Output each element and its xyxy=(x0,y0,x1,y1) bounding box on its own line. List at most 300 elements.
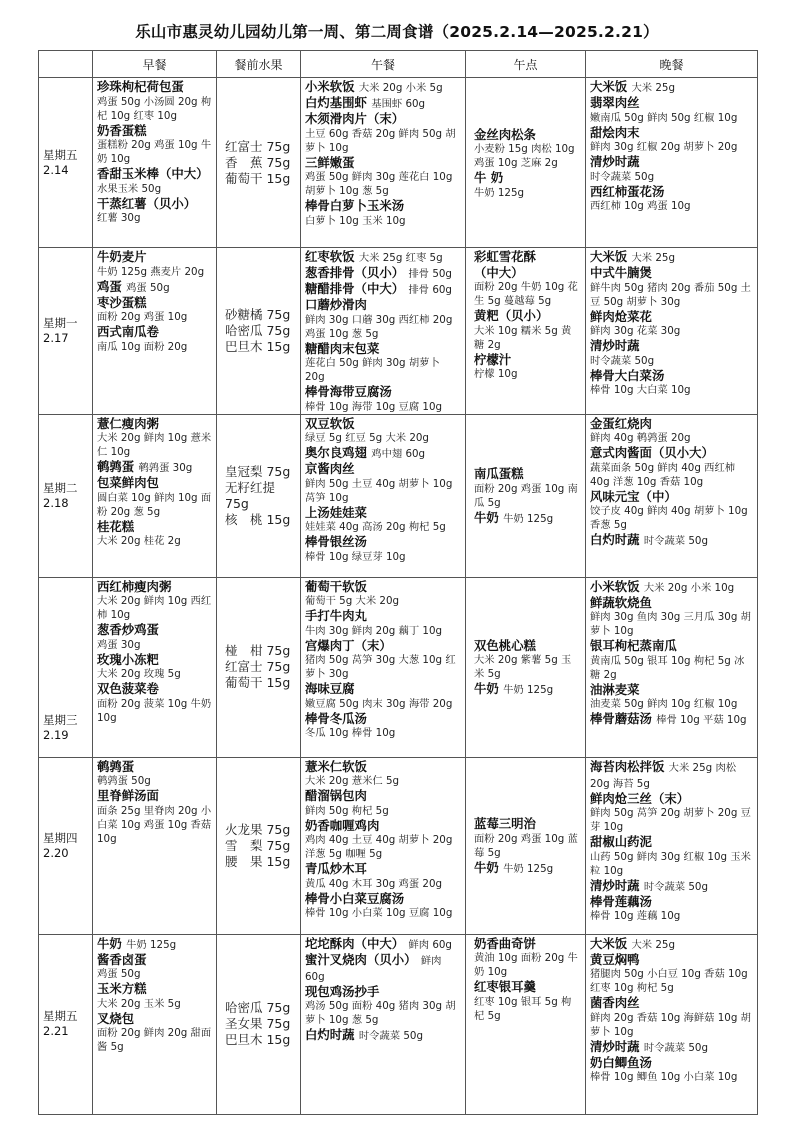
lunch-ingredients: 莲花白 50g 鲜肉 30g 胡萝卜 20g xyxy=(305,357,440,383)
dish-name: 京酱肉丝 xyxy=(305,461,355,476)
day-cell xyxy=(39,757,93,934)
dinner-dish xyxy=(590,878,753,894)
dish-name: 西式南瓜卷 xyxy=(97,324,159,339)
breakfast-ingredients: 圆白菜 10g 鲜肉 10g 面粉 20g 葱 5g xyxy=(97,491,212,518)
dish-name: 口蘑炒滑肉 xyxy=(305,297,367,312)
dinner-dish xyxy=(590,579,753,595)
snack-ingredients: 黄油 10g 面粉 20g 牛奶 10g xyxy=(474,952,578,978)
dish-name: 鹌鹑蛋 xyxy=(97,459,135,474)
dinner-dish xyxy=(590,791,753,807)
dish-name: 醋溜锅包肉 xyxy=(305,788,367,803)
dinner-ingredients: 时令蔬菜 50g xyxy=(590,170,655,183)
breakfast-ingredients: 面粉 20g 菠菜 10g 牛奶 10g xyxy=(97,697,212,724)
dish-name: 白灼基围虾 xyxy=(305,95,367,110)
fruit-item: 哈密瓜 75g xyxy=(225,1000,291,1015)
breakfast-dish xyxy=(97,123,212,139)
day-date: 2.18 xyxy=(43,495,69,510)
dinner-dish xyxy=(590,595,753,611)
dish-name: 鲜肉炝三丝（末） xyxy=(590,790,690,806)
dish-name: 鸡蛋 xyxy=(97,278,122,294)
fruit-item: 巴旦木 15g xyxy=(225,1032,291,1047)
lunch-list xyxy=(301,78,465,228)
dish-name: 小米软饭 xyxy=(305,79,355,94)
dish-name: 棒骨银丝汤 xyxy=(305,534,367,549)
snack-dish xyxy=(474,127,581,143)
dish-name: 糖醋肉末包菜 xyxy=(305,340,380,356)
dinner-dish xyxy=(590,1039,753,1055)
dinner-dish xyxy=(590,711,753,727)
snack-dish xyxy=(474,860,581,876)
dinner-dish xyxy=(590,368,753,384)
breakfast-dish xyxy=(97,622,212,638)
dish-name: 玉米方糕 xyxy=(97,981,147,996)
lunch-dish xyxy=(305,638,461,654)
dish-ingredients: 大米 25g xyxy=(631,82,676,94)
dish-name: 红枣银耳羹 xyxy=(474,979,536,994)
dish-name: 银耳枸杞蒸南瓜 xyxy=(590,638,677,653)
menu-row xyxy=(39,757,758,934)
breakfast-cell xyxy=(93,248,217,415)
breakfast-list xyxy=(93,935,216,1055)
dinner-cell xyxy=(586,934,758,1114)
dish-name: 珍珠枸杞荷包蛋 xyxy=(97,79,184,94)
dish-name: 三鲜嫩蛋 xyxy=(305,154,355,170)
breakfast-cell xyxy=(93,757,217,934)
snack-list xyxy=(466,815,585,876)
snack-ingredients: 牛奶 125g xyxy=(474,186,525,199)
lunch-cell xyxy=(301,757,466,934)
lunch-cell xyxy=(301,577,466,757)
snack-dish xyxy=(474,681,581,697)
snack-list xyxy=(466,126,585,200)
dish-name: 奶白鲫鱼汤 xyxy=(590,1054,652,1070)
dish-name: 奶香咖喱鸡肉 xyxy=(305,817,380,833)
dish-ingredients: 鲜肉 60g xyxy=(408,938,452,951)
lunch-dish xyxy=(305,891,461,907)
dish-name: 大米饭 xyxy=(590,935,628,951)
dinner-cell xyxy=(586,78,758,248)
breakfast-ingredients: 鸡蛋 30g xyxy=(97,638,141,651)
snack-dish xyxy=(474,638,581,654)
fruit-item: 红富士 75g xyxy=(225,659,291,674)
dinner-ingredients: 鲜牛肉 50g 猪肉 20g 番茄 50g 土豆 50g 胡萝卜 30g xyxy=(590,281,751,308)
dish-name: 西红柿瘦肉粥 xyxy=(97,578,172,594)
header-fruit: 餐前水果 xyxy=(217,51,301,78)
header-dinner: 晚餐 xyxy=(586,51,758,78)
dinner-dish xyxy=(590,1055,753,1071)
dish-ingredients: 时令蔬菜 50g xyxy=(358,1030,423,1042)
lunch-ingredients: 葡萄干 5g 大米 20g xyxy=(305,595,400,607)
lunch-ingredients: 冬瓜 10g 棒骨 10g xyxy=(305,727,396,739)
dish-name: 大米饭 xyxy=(590,249,628,264)
breakfast-ingredients: 南瓜 10g 面粉 20g xyxy=(97,340,188,353)
fruit-cell xyxy=(217,414,301,577)
fruit-item: 火龙果 75g xyxy=(225,821,291,837)
dinner-ingredients: 饺子皮 40g 鲜肉 40g 胡萝卜 10g 香葱 5g xyxy=(590,505,748,531)
fruit-item: 红富士 75g xyxy=(225,138,291,154)
dish-name: 清炒时蔬 xyxy=(590,877,640,893)
dinner-ingredients: 棒骨 10g 大白菜 10g xyxy=(590,384,691,396)
dish-name: 双豆软饭 xyxy=(305,415,355,431)
dish-name: 薏仁瘦肉粥 xyxy=(97,415,159,431)
dish-name: 薏米仁软饭 xyxy=(305,758,367,774)
dish-name: 香甜玉米棒（中大） xyxy=(97,166,209,181)
dinner-dish xyxy=(590,445,753,461)
dinner-dish xyxy=(590,416,753,432)
day-cell xyxy=(39,414,93,577)
day-name: 星期四 xyxy=(43,830,78,845)
lunch-dish xyxy=(305,534,461,550)
lunch-cell xyxy=(301,78,466,248)
snack-dish xyxy=(474,352,581,368)
dish-name: 黄粑（贝小） xyxy=(474,308,549,323)
dinner-list xyxy=(586,578,757,728)
dish-name: 西红柿蛋花汤 xyxy=(590,183,665,199)
dinner-list xyxy=(586,78,757,213)
dish-name: 风味元宝（中） xyxy=(590,488,677,504)
dish-name: 彩虹雪花酥 xyxy=(474,249,536,264)
lunch-dish xyxy=(305,461,461,477)
lunch-ingredients: 牛肉 30g 鲜肉 20g 藕丁 10g xyxy=(305,624,443,637)
snack-cell xyxy=(466,577,586,757)
breakfast-dish xyxy=(97,788,212,804)
dish-ingredients: 排骨 60g xyxy=(408,284,452,296)
dish-ingredients: 牛奶 125g xyxy=(126,938,177,951)
header-snack: 午点 xyxy=(466,51,586,78)
breakfast-dish xyxy=(97,279,212,295)
lunch-ingredients: 大米 20g 薏米仁 5g xyxy=(305,775,400,787)
dish-name: 牛奶 xyxy=(474,509,499,525)
menu-row xyxy=(39,248,758,415)
breakfast-cell xyxy=(93,934,217,1114)
lunch-dish xyxy=(305,579,461,595)
dish-ingredients: 排骨 50g xyxy=(408,268,452,280)
dish-name: 红枣软饭 xyxy=(305,249,355,264)
header-breakfast: 早餐 xyxy=(93,51,217,78)
lunch-dish xyxy=(305,445,461,461)
dish-name: 玫瑰小冻粑 xyxy=(97,651,159,667)
dinner-dish xyxy=(590,79,753,95)
breakfast-ingredients: 水果玉米 50g xyxy=(97,182,162,195)
lunch-list xyxy=(301,758,465,921)
breakfast-dish xyxy=(97,475,212,491)
dish-ingredients: 时令蔬菜 50g xyxy=(643,1041,708,1054)
snack-ingredients: 面粉 20g 鸡蛋 10g 南瓜 5g xyxy=(474,482,578,509)
menu-row xyxy=(39,577,758,757)
day-cell xyxy=(39,78,93,248)
dish-name: 油淋麦菜 xyxy=(590,681,640,697)
breakfast-ingredients: 大米 20g 鲜肉 10g 薏米仁 10g xyxy=(97,432,212,458)
dish-name: 酱香卤蛋 xyxy=(97,951,147,967)
header-row xyxy=(39,51,758,78)
dish-name: 中式牛腩煲 xyxy=(590,265,652,280)
breakfast-dish xyxy=(97,295,212,311)
dinner-dish xyxy=(590,936,753,952)
lunch-ingredients: 鲜肉 30g 口蘑 30g 西红柿 20g 鸡蛋 10g 葱 5g xyxy=(305,313,453,340)
dish-ingredients: 大米 25g 肉松 20g 海苔 5g xyxy=(590,761,737,790)
snack-cell xyxy=(466,78,586,248)
dish-ingredients: 大米 20g 小米 10g xyxy=(643,581,735,594)
snack-dish xyxy=(474,308,581,324)
dish-name: （中大） xyxy=(474,264,524,280)
snack-cell xyxy=(466,414,586,577)
lunch-dish xyxy=(305,111,461,127)
dinner-dish xyxy=(590,638,753,654)
dinner-ingredients: 鲜肉 20g 香菇 10g 海鲜菇 10g 胡萝卜 10g xyxy=(590,1011,751,1038)
dish-name: 木须滑肉片（末） xyxy=(305,111,405,126)
breakfast-dish xyxy=(97,249,212,265)
breakfast-dish xyxy=(97,681,212,697)
lunch-dish xyxy=(305,95,461,111)
breakfast-dish xyxy=(97,759,212,775)
dish-name: 桂花糕 xyxy=(97,518,135,534)
lunch-dish xyxy=(305,416,461,432)
dish-name: 南瓜蛋糕 xyxy=(474,466,524,482)
lunch-list xyxy=(301,935,465,1044)
fruit-item: 无籽红提 xyxy=(225,479,276,495)
dish-ingredients: 时令蔬菜 50g xyxy=(643,880,708,893)
fruit-item: 腰 果 15g xyxy=(225,853,291,869)
day-date: 2.14 xyxy=(43,162,69,177)
lunch-dish xyxy=(305,384,461,400)
snack-list xyxy=(466,935,585,1023)
lunch-dish xyxy=(305,608,461,624)
dish-name: 叉烧包 xyxy=(97,1010,135,1026)
lunch-dish xyxy=(305,1027,461,1043)
dish-name: 里脊鲜汤面 xyxy=(97,788,159,803)
breakfast-list xyxy=(93,758,216,846)
dinner-ingredients: 鲜肉 30g 鱼肉 30g 三月瓜 30g 胡萝卜 10g xyxy=(590,611,751,637)
dinner-list xyxy=(586,415,757,549)
dinner-dish xyxy=(590,184,753,200)
dish-name: 白灼时蔬 xyxy=(305,1027,355,1042)
dish-ingredients: 大米 25g 红枣 5g xyxy=(358,252,443,264)
dish-name: 现包鸡汤抄手 xyxy=(305,983,380,999)
dinner-list xyxy=(586,935,757,1085)
breakfast-dish xyxy=(97,324,212,340)
dish-name: 蓝莓三明治 xyxy=(474,816,536,832)
breakfast-ingredients: 面粉 20g 鸡蛋 10g xyxy=(97,311,188,323)
breakfast-dish xyxy=(97,1011,212,1027)
dinner-list xyxy=(586,248,757,397)
breakfast-ingredients: 面粉 20g 鲜肉 20g 甜面酱 5g xyxy=(97,1027,212,1053)
lunch-ingredients: 鸡蛋 50g 鲜肉 30g 莲花白 10g 胡萝卜 10g 葱 5g xyxy=(305,171,453,197)
lunch-ingredients: 绿豆 5g 红豆 5g 大米 20g xyxy=(305,432,429,444)
day-name: 星期三 xyxy=(43,712,78,727)
dinner-ingredients: 蔬菜面条 50g 鲜肉 40g 西红柿 40g 洋葱 10g 香菇 10g xyxy=(590,461,736,488)
lunch-ingredients: 棒骨 10g 小白菜 10g 豆腐 10g xyxy=(305,907,453,919)
breakfast-ingredients: 牛奶 125g 燕麦片 20g xyxy=(97,265,205,278)
lunch-dish xyxy=(305,341,461,357)
dish-name: 牛奶 xyxy=(97,935,122,951)
lunch-dish xyxy=(305,818,461,834)
day-cell xyxy=(39,577,93,757)
breakfast-ingredients: 大米 20g 玫瑰 5g xyxy=(97,668,181,680)
day-date: 2.17 xyxy=(43,330,69,345)
lunch-cell xyxy=(301,934,466,1114)
breakfast-dish xyxy=(97,166,212,182)
breakfast-ingredients: 鹌鹑蛋 50g xyxy=(97,775,151,787)
lunch-ingredients: 鸡汤 50g 面粉 40g 猪肉 30g 胡萝卜 10g 葱 5g xyxy=(305,1000,456,1026)
lunch-ingredients: 猪肉 50g 莴笋 30g 大葱 10g 红萝卜 30g xyxy=(305,654,456,680)
day-name: 星期一 xyxy=(43,315,78,330)
dish-name: 金蛋红烧肉 xyxy=(590,415,652,431)
dinner-ingredients: 鲜肉 50g 莴笋 20g 胡萝卜 20g 豆芽 10g xyxy=(590,807,751,833)
dish-name: 手打牛肉丸 xyxy=(305,608,367,623)
dish-name: 干蒸红薯（贝小） xyxy=(97,195,197,211)
breakfast-ingredients: 红薯 30g xyxy=(97,212,141,224)
dinner-dish xyxy=(590,682,753,698)
header-lunch: 午餐 xyxy=(301,51,466,78)
breakfast-list xyxy=(93,578,216,725)
snack-dish xyxy=(474,816,581,832)
lunch-ingredients: 娃娃菜 40g 高汤 20g 枸杞 5g xyxy=(305,521,446,533)
dish-ingredients: 时令蔬菜 50g xyxy=(643,535,708,547)
dish-name: 小米软饭 xyxy=(590,578,640,594)
dish-name: 棒骨莲藕汤 xyxy=(590,893,652,909)
dish-name: 棒骨白萝卜玉米汤 xyxy=(305,198,405,213)
dish-name: 棒骨蘑菇汤 xyxy=(590,711,652,726)
dish-name: 清炒时蔬 xyxy=(590,338,640,353)
dinner-ingredients: 西红柿 10g 鸡蛋 10g xyxy=(590,200,691,212)
dish-name: 双色桃心糕 xyxy=(474,637,536,653)
dinner-ingredients: 鲜肉 30g 花菜 30g xyxy=(590,325,681,337)
breakfast-cell xyxy=(93,414,217,577)
dish-ingredients: 牛奶 125g xyxy=(503,512,554,525)
lunch-ingredients: 棒骨 10g 绿豆芽 10g xyxy=(305,550,406,563)
dish-name: 糖醋排骨（中大） xyxy=(305,281,405,296)
lunch-dish xyxy=(305,788,461,804)
fruit-item: 皇冠梨 75g xyxy=(225,463,291,479)
dinner-dish xyxy=(590,125,753,141)
snack-ingredients: 面粉 20g 鸡蛋 10g 蓝莓 5g xyxy=(474,832,578,859)
day-date: 2.19 xyxy=(43,727,69,742)
lunch-ingredients: 嫩豆腐 50g 肉末 30g 海带 20g xyxy=(305,697,453,710)
snack-list xyxy=(466,465,585,526)
day-name: 星期二 xyxy=(43,480,78,495)
snack-ingredients: 小麦粉 15g 肉松 10g 鸡蛋 10g 芝麻 2g xyxy=(474,143,575,169)
snack-ingredients: 红枣 10g 银耳 5g 枸杞 5g xyxy=(474,995,572,1022)
dish-name: 清炒时蔬 xyxy=(590,154,640,169)
lunch-cell xyxy=(301,414,466,577)
lunch-ingredients: 鲜肉 50g 枸杞 5g xyxy=(305,804,389,817)
snack-ingredients: 大米 10g 糯米 5g 黄糖 2g xyxy=(474,324,572,351)
breakfast-dish xyxy=(97,952,212,968)
dish-name: 奥尔良鸡翅 xyxy=(305,445,367,460)
breakfast-ingredients: 面条 25g 里脊肉 20g 小白菜 10g 鸡蛋 10g 香菇 10g xyxy=(97,804,212,845)
dinner-cell xyxy=(586,757,758,934)
day-name: 星期五 xyxy=(43,1009,78,1023)
dish-name: 包菜鲜肉包 xyxy=(97,475,159,490)
dish-name: 鹌鹑蛋 xyxy=(97,758,135,774)
page-title: 乐山市惠灵幼儿园幼儿第一周、第二周食谱（2025.2.14—2025.2.21） xyxy=(135,23,659,41)
fruit-cell xyxy=(217,934,301,1114)
breakfast-dish xyxy=(97,981,212,997)
dish-name: 葡萄干软饭 xyxy=(305,578,367,594)
dish-name: 海苔肉松拌饭 xyxy=(590,758,665,774)
breakfast-ingredients: 鸡蛋 50g xyxy=(97,968,141,980)
dish-name: 青瓜炒木耳 xyxy=(305,861,367,876)
dish-ingredients: 棒骨 10g 平菇 10g xyxy=(656,714,747,726)
snack-dish xyxy=(474,936,581,952)
dinner-ingredients: 时令蔬菜 50g xyxy=(590,354,655,367)
lunch-list xyxy=(301,578,465,741)
lunch-dish xyxy=(305,984,461,1000)
menu-body xyxy=(39,78,758,1115)
dish-name: 坨坨酥肉（中大） xyxy=(305,935,405,951)
fruit-item: 核 桃 15g xyxy=(225,511,291,527)
dinner-dish xyxy=(590,834,753,850)
dinner-dish xyxy=(590,338,753,354)
dinner-dish xyxy=(590,532,753,548)
snack-dish xyxy=(474,170,581,186)
fruit-cell xyxy=(217,248,301,415)
snack-ingredients: 大米 20g 紫薯 5g 玉米 5g xyxy=(474,654,572,681)
dinner-ingredients: 棒骨 10g 鲫鱼 10g 小白菜 10g xyxy=(590,1071,738,1083)
lunch-ingredients: 鸡肉 40g 土豆 40g 胡萝卜 20g 洋葱 5g 咖喱 5g xyxy=(305,834,453,860)
fruit-item: 砂糖橘 75g xyxy=(225,306,291,322)
lunch-dish xyxy=(305,155,461,171)
lunch-dish xyxy=(305,265,461,281)
snack-dish xyxy=(474,510,581,526)
dish-name: 牛奶 xyxy=(474,859,499,875)
dinner-ingredients: 山药 50g 鲜肉 30g 红椒 10g 玉米粒 10g xyxy=(590,850,751,877)
snack-cell xyxy=(466,934,586,1114)
breakfast-dish xyxy=(97,196,212,212)
dish-name: 鲜蔬软烧鱼 xyxy=(590,594,652,610)
snack-dish xyxy=(474,265,581,281)
dish-name: 牛奶 xyxy=(474,681,499,697)
dish-ingredients: 鹌鹑蛋 30g xyxy=(138,462,193,474)
snack-dish xyxy=(474,466,581,482)
day-date: 2.20 xyxy=(43,845,69,860)
fruit-item: 雪 梨 75g xyxy=(225,837,291,853)
dish-name: 鲜肉炝菜花 xyxy=(590,308,652,324)
dish-ingredients: 鸡中翅 60g xyxy=(371,448,426,460)
snack-list xyxy=(466,637,585,698)
dinner-dish xyxy=(590,154,753,170)
breakfast-dish xyxy=(97,936,212,952)
lunch-dish xyxy=(305,505,461,521)
dish-name: 海味豆腐 xyxy=(305,681,355,696)
breakfast-dish xyxy=(97,519,212,535)
fruit-item: 巴旦木 15g xyxy=(225,338,291,354)
dish-name: 菌香肉丝 xyxy=(590,995,640,1010)
lunch-dish xyxy=(305,297,461,313)
dish-name: 葱香炒鸡蛋 xyxy=(97,622,159,637)
dish-name: 牛 奶 xyxy=(474,170,504,185)
dish-ingredients: 鸡蛋 50g xyxy=(126,281,170,294)
lunch-list xyxy=(301,248,465,414)
dish-name: 奶香曲奇饼 xyxy=(474,935,536,951)
fruit-cell xyxy=(217,757,301,934)
dinner-ingredients: 鲜肉 30g 红椒 20g 胡萝卜 20g xyxy=(590,141,738,153)
dish-name: 枣沙蛋糕 xyxy=(97,294,147,310)
dish-name: 甜烩肉末 xyxy=(590,124,640,140)
fruit-item: 葡萄干 15g xyxy=(225,675,291,690)
lunch-cell xyxy=(301,248,466,415)
day-cell xyxy=(39,934,93,1114)
breakfast-ingredients: 大米 20g 桂花 2g xyxy=(97,535,181,547)
dish-name: 柠檬汁 xyxy=(474,351,512,367)
dish-name: 葱香排骨（贝小） xyxy=(305,265,405,280)
snack-ingredients: 面粉 20g 牛奶 10g 花生 5g 蔓越莓 5g xyxy=(474,281,578,307)
dinner-ingredients: 棒骨 10g 莲藕 10g xyxy=(590,910,681,922)
dinner-ingredients: 鲜肉 40g 鹌鹑蛋 20g xyxy=(590,432,691,444)
lunch-dish xyxy=(305,861,461,877)
breakfast-dish xyxy=(97,652,212,668)
fruit-item: 香 蕉 75g xyxy=(225,154,291,170)
